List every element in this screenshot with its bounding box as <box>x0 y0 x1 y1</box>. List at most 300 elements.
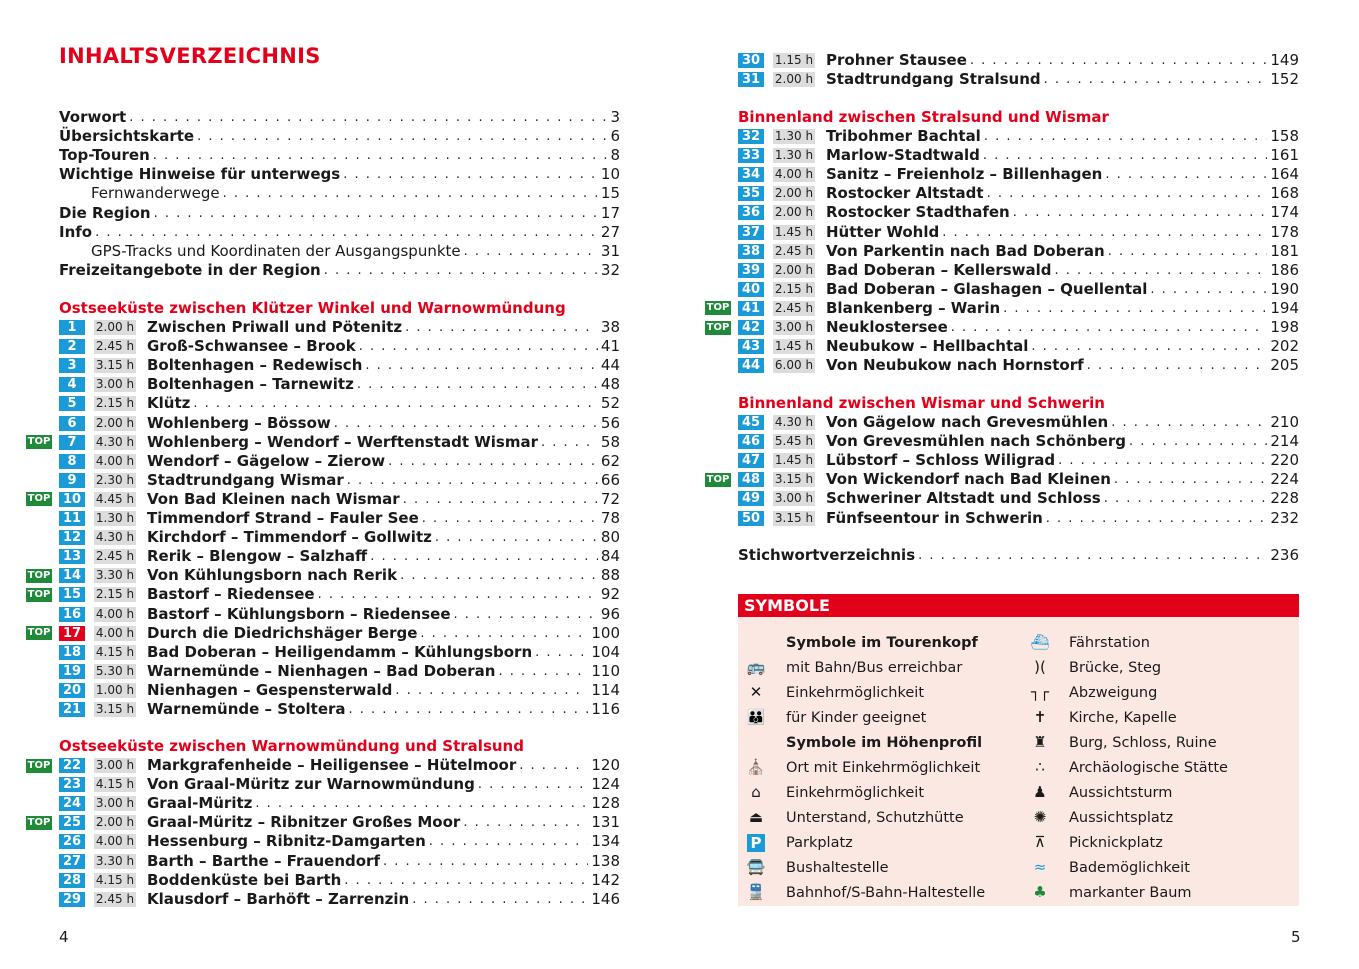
tour-duration: 5.45 h <box>774 434 814 449</box>
shelter-icon: ⏏ <box>748 808 764 826</box>
tour-number: 2 <box>59 339 85 354</box>
tour-entry[interactable] <box>738 489 1299 508</box>
leader-dots <box>983 146 1268 165</box>
tour-duration: 3.30 h <box>95 568 135 583</box>
tour-duration: 1.45 h <box>774 224 814 239</box>
tour-page: 138 <box>591 851 620 870</box>
tree-icon: ♣ <box>1033 883 1047 901</box>
leader-dots <box>344 871 588 890</box>
leader-dots <box>193 394 598 413</box>
symbol-label: Kirche, Kapelle <box>1069 710 1177 726</box>
leader-dots <box>1108 242 1268 261</box>
symbol-label: für Kinder geeignet <box>786 710 927 726</box>
train-station-icon: 🚆 <box>746 883 766 901</box>
tour-entry[interactable] <box>59 643 620 662</box>
tour-duration: 3.00 h <box>95 796 135 811</box>
tour-number: 24 <box>59 796 85 811</box>
tour-page: 149 <box>1270 51 1299 69</box>
bus-train-icon: 🚌 <box>746 658 766 676</box>
bus-stop-icon: 🚍 <box>746 858 766 876</box>
tour-entry[interactable] <box>738 223 1299 242</box>
symbol-label: Fährstation <box>1069 635 1150 651</box>
tour-page: 190 <box>1270 279 1299 298</box>
entry-page: 32 <box>600 260 620 279</box>
tour-number: 32 <box>738 129 764 144</box>
tour-number: 37 <box>738 225 764 240</box>
leader-dots <box>918 546 1267 565</box>
tour-entry[interactable] <box>59 337 620 356</box>
section-heading: Binnenland zwischen Stralsund und Wismar <box>738 108 1109 126</box>
tour-entry[interactable] <box>59 566 620 585</box>
tour-number: 12 <box>59 530 85 545</box>
tour-number: 17 <box>59 626 85 641</box>
tour-entry[interactable] <box>59 681 620 700</box>
tour-duration: 3.15 h <box>95 358 135 373</box>
tour-number: 7 <box>59 435 85 450</box>
tour-number: 40 <box>738 282 764 297</box>
leader-dots <box>1114 470 1267 489</box>
tour-entry[interactable] <box>59 832 620 851</box>
tour-name: Stadtrundgang Wismar <box>147 470 344 489</box>
tour-name: Zwischen Priwall und Pötenitz <box>147 318 403 336</box>
leader-dots <box>1055 261 1268 280</box>
top-badge: TOP <box>706 302 730 314</box>
leader-dots <box>412 890 588 909</box>
tour-name: Hessenburg – Ribnitz-Damgarten <box>147 832 426 851</box>
tour-name: Von Graal-Müritz zur Warnowmündung <box>147 775 475 794</box>
entry-label: Fernwanderwege <box>91 184 220 203</box>
symbol-label: Ort mit Einkehrmöglichkeit <box>786 760 981 776</box>
tour-duration: 4.00 h <box>95 453 135 468</box>
tour-number: 23 <box>59 777 85 792</box>
tour-entry[interactable] <box>738 51 1299 70</box>
tour-number: 48 <box>738 472 764 487</box>
tour-entry[interactable] <box>59 318 620 337</box>
contents-entry[interactable] <box>59 204 620 223</box>
tour-entry[interactable] <box>59 605 620 624</box>
tour-page: 78 <box>600 509 620 527</box>
index-label: Stichwortverzeichnis <box>738 546 916 564</box>
tour-entry[interactable] <box>59 547 620 566</box>
leader-dots <box>454 605 598 624</box>
index-page: 236 <box>1270 546 1299 564</box>
tour-entry[interactable] <box>738 470 1299 489</box>
entry-label: Freizeitangebote in der Region <box>59 260 321 279</box>
entry-label: Übersichtskarte <box>59 127 195 146</box>
tour-entry[interactable] <box>59 813 620 832</box>
leader-dots <box>1105 165 1267 184</box>
tour-name: Bastorf – Riedensee <box>147 585 315 604</box>
tour-entry[interactable] <box>59 433 620 452</box>
family-icon: 👪 <box>746 708 766 726</box>
tour-entry[interactable] <box>59 852 620 871</box>
tour-duration: 2.15 h <box>95 587 135 602</box>
tour-duration: 4.30 h <box>95 434 135 449</box>
top-badge: TOP <box>706 321 730 333</box>
tour-name: Bastorf – Kühlungsborn – Riedensee <box>147 604 451 623</box>
leader-dots <box>359 337 598 356</box>
tour-duration: 4.00 h <box>774 167 814 182</box>
tour-entry[interactable] <box>59 624 620 643</box>
tour-number: 13 <box>59 549 85 564</box>
tour-entry[interactable] <box>738 356 1299 375</box>
entry-label: GPS-Tracks und Koordinaten der Ausgangspunkte <box>91 241 461 260</box>
tour-page: 181 <box>1270 241 1299 260</box>
tour-entry[interactable] <box>59 490 620 509</box>
tour-page: 62 <box>600 451 620 470</box>
tour-duration: 4.00 h <box>95 625 135 640</box>
tour-duration: 4.30 h <box>95 530 135 545</box>
leader-dots <box>324 261 598 280</box>
tour-number: 28 <box>59 873 85 888</box>
tour-page: 56 <box>600 413 620 432</box>
tour-number: 33 <box>738 148 764 163</box>
tour-duration: 3.15 h <box>95 702 135 716</box>
tour-number: 42 <box>738 320 764 335</box>
leader-dots <box>1111 413 1267 432</box>
tour-duration: 3.30 h <box>95 853 135 868</box>
tour-duration: 2.00 h <box>774 205 814 220</box>
tour-duration: 2.30 h <box>95 472 135 487</box>
symbol-group-heading: Symbole im Höhenprofil <box>786 735 983 751</box>
tour-duration: 2.00 h <box>774 72 814 87</box>
leader-dots <box>984 127 1268 146</box>
tour-entry[interactable] <box>738 432 1299 451</box>
tour-page: 52 <box>600 394 620 413</box>
page-number-right: 5 <box>1291 928 1301 946</box>
tour-name: Lübstorf – Schloss Wiligrad <box>826 451 1056 470</box>
symbols-heading: SYMBOLE <box>738 594 1299 617</box>
tour-page: 72 <box>600 489 620 508</box>
top-badge: TOP <box>27 816 51 828</box>
tour-page: 131 <box>591 813 620 832</box>
tour-duration: 2.15 h <box>95 396 135 411</box>
leader-dots <box>435 528 598 547</box>
tour-duration: 1.45 h <box>774 339 814 354</box>
tour-entry[interactable] <box>59 414 620 433</box>
symbol-group-heading: Symbole im Tourenkopf <box>786 635 978 651</box>
tour-entry[interactable] <box>738 127 1299 146</box>
tour-entry[interactable] <box>59 700 620 719</box>
entry-page: 3 <box>610 108 620 126</box>
tour-duration: 1.45 h <box>774 453 814 468</box>
tour-entry[interactable] <box>738 146 1299 165</box>
tour-page: 202 <box>1270 337 1299 356</box>
tour-name: Hütter Wohld <box>826 222 940 241</box>
tour-duration: 2.00 h <box>95 320 135 334</box>
entry-label: Die Region <box>59 203 151 222</box>
tour-name: Warnemünde – Nienhagen – Bad Doberan <box>147 661 496 680</box>
tour-number: 47 <box>738 453 764 468</box>
tour-entry[interactable] <box>59 794 620 813</box>
tour-entry[interactable] <box>738 184 1299 203</box>
tour-name: Nienhagen – Gespensterwald <box>147 680 393 699</box>
tour-entry[interactable] <box>738 70 1299 89</box>
contents-entry[interactable] <box>59 127 620 146</box>
tour-name: Sanitz – Freienholz – Billenhagen <box>826 165 1103 184</box>
leader-dots <box>1044 70 1268 89</box>
tour-name: Bad Doberan – Glashagen – Quellental <box>826 279 1148 298</box>
tour-name: Von Gägelow nach Grevesmühlen <box>826 413 1109 431</box>
restaurant-icon: ⌂ <box>751 783 761 801</box>
tour-number: 43 <box>738 339 764 354</box>
entry-label: Vorwort <box>59 108 127 126</box>
tour-number: 3 <box>59 358 85 373</box>
contents-entry[interactable] <box>91 184 620 203</box>
tour-entry[interactable] <box>738 413 1299 432</box>
tour-entry[interactable] <box>59 871 620 890</box>
tour-duration: 4.00 h <box>95 606 135 621</box>
tour-name: Durch die Diedrichshäger Berge <box>147 623 418 642</box>
castle-icon: ♜ <box>1033 733 1047 751</box>
tour-number: 15 <box>59 587 85 602</box>
contents-entry[interactable] <box>59 223 620 242</box>
tour-page: 198 <box>1270 318 1299 336</box>
tour-page: 164 <box>1270 165 1299 184</box>
leader-dots <box>223 184 598 203</box>
tour-entry[interactable] <box>59 509 620 528</box>
tour-number: 50 <box>738 511 764 526</box>
leader-dots <box>1058 451 1267 470</box>
leader-dots <box>95 223 598 242</box>
symbol-label: Aussichtsturm <box>1069 785 1173 801</box>
tour-duration: 2.45 h <box>774 300 814 315</box>
tour-name: Rostocker Stadthafen <box>826 203 1010 222</box>
tour-number: 20 <box>59 683 85 698</box>
tour-entry[interactable] <box>59 356 620 375</box>
contents-entry[interactable] <box>59 108 620 127</box>
contents-entry[interactable] <box>59 146 620 165</box>
tour-entry[interactable] <box>59 452 620 471</box>
entry-page: 31 <box>600 241 620 260</box>
tour-page: 134 <box>591 832 620 851</box>
lookout-tower-icon: ♟ <box>1033 783 1047 801</box>
tour-page: 220 <box>1270 451 1299 470</box>
tour-page: 58 <box>600 432 620 451</box>
tour-number: 25 <box>59 815 85 830</box>
tour-name: Blankenberg – Warin <box>826 298 1001 317</box>
tour-number: 46 <box>738 434 764 449</box>
tour-name: Neubukow – Hellbachtal <box>826 337 1029 356</box>
tour-entry[interactable] <box>738 203 1299 222</box>
tour-page: 214 <box>1270 432 1299 451</box>
leader-dots <box>255 794 588 813</box>
symbol-label: Abzweigung <box>1069 685 1158 701</box>
tour-name: Barth – Barthe – Frauendorf <box>147 851 380 870</box>
tour-name: Fünfseentour in Schwerin <box>826 508 1043 527</box>
section-heading: Ostseeküste zwischen Warnowmündung und Stralsund <box>59 737 524 755</box>
tour-number: 38 <box>738 244 764 259</box>
tour-name: Von Parkentin nach Bad Doberan <box>826 241 1105 260</box>
tour-number: 27 <box>59 854 85 869</box>
tour-number: 11 <box>59 511 85 526</box>
tour-entry[interactable] <box>738 165 1299 184</box>
tour-entry[interactable] <box>738 280 1299 299</box>
tour-duration: 1.30 h <box>774 148 814 163</box>
tour-page: 120 <box>591 756 620 774</box>
tour-duration: 4.15 h <box>95 777 135 792</box>
tour-name: Wohlenberg – Wendorf – Werftenstadt Wismar <box>147 432 538 451</box>
symbol-label: Einkehrmöglichkeit <box>786 785 925 801</box>
top-badge: TOP <box>27 436 51 448</box>
tour-entry[interactable] <box>738 509 1299 528</box>
tour-number: 49 <box>738 491 764 506</box>
tour-entry[interactable] <box>738 318 1299 337</box>
tour-entry[interactable] <box>59 890 620 909</box>
tour-entry[interactable] <box>738 242 1299 261</box>
tour-page: 205 <box>1270 356 1299 375</box>
top-badge: TOP <box>27 627 51 639</box>
tour-duration: 2.00 h <box>774 262 814 277</box>
restaurant-icon: ✕ <box>749 683 763 701</box>
leader-dots <box>535 643 588 662</box>
tour-name: Boddenküste bei Barth <box>147 870 342 889</box>
tour-number: 31 <box>738 72 764 87</box>
tour-name: Von Kühlungsborn nach Rerik <box>147 566 398 585</box>
tour-name: Stadtrundgang Stralsund <box>826 70 1041 89</box>
tour-number: 16 <box>59 607 85 622</box>
tour-entry[interactable] <box>59 756 620 775</box>
tour-entry[interactable] <box>59 775 620 794</box>
tour-page: 224 <box>1270 470 1299 489</box>
tour-number: 35 <box>738 186 764 201</box>
tour-entry[interactable] <box>59 585 620 604</box>
leader-dots <box>970 51 1267 70</box>
tour-page: 92 <box>600 585 620 604</box>
tour-duration: 6.00 h <box>774 358 814 373</box>
tour-page: 88 <box>600 566 620 585</box>
picnic-icon: ⊼ <box>1034 833 1046 851</box>
tour-name: Prohner Stausee <box>826 51 967 69</box>
symbol-label: Aussichtsplatz <box>1069 810 1174 826</box>
entry-page: 6 <box>610 127 620 146</box>
tour-page: 152 <box>1270 70 1299 89</box>
tour-duration: 2.00 h <box>774 186 814 201</box>
leader-dots <box>429 832 589 851</box>
contents-entry[interactable] <box>59 261 620 280</box>
leader-dots <box>1104 489 1268 508</box>
leader-dots <box>1046 509 1268 528</box>
tour-entry[interactable] <box>738 299 1299 318</box>
symbol-label: Archäologische Stätte <box>1069 760 1228 776</box>
tour-name: Bad Doberan – Kellerswald <box>826 260 1052 279</box>
leader-dots <box>987 184 1268 203</box>
tour-page: 146 <box>591 889 620 908</box>
leader-dots <box>197 127 607 146</box>
tour-entry[interactable] <box>738 261 1299 280</box>
tour-page: 158 <box>1270 127 1299 145</box>
tour-duration: 4.00 h <box>95 834 135 849</box>
tour-duration: 3.00 h <box>95 758 135 772</box>
tour-number: 29 <box>59 892 85 907</box>
bridge-icon: )( <box>1034 658 1046 676</box>
symbol-label: Bademöglichkeit <box>1069 860 1190 876</box>
tour-name: Graal-Müritz <box>147 794 253 813</box>
tour-number: 39 <box>738 263 764 278</box>
tour-page: 210 <box>1270 413 1299 431</box>
tour-page: 38 <box>600 318 620 336</box>
tour-entry[interactable] <box>59 662 620 681</box>
tour-page: 142 <box>591 870 620 889</box>
tour-number: 34 <box>738 167 764 182</box>
leader-dots <box>347 471 598 490</box>
tour-number: 21 <box>59 702 85 717</box>
tour-duration: 1.00 h <box>95 682 135 697</box>
leader-dots <box>405 318 598 337</box>
tour-entry[interactable] <box>59 375 620 394</box>
tour-duration: 4.15 h <box>95 872 135 887</box>
leader-dots <box>318 585 598 604</box>
tour-number: 1 <box>59 320 85 335</box>
tour-entry[interactable] <box>59 394 620 413</box>
entry-page: 10 <box>600 165 620 184</box>
tour-number: 44 <box>738 358 764 373</box>
tour-page: 161 <box>1270 146 1299 165</box>
tour-duration: 2.45 h <box>95 339 135 354</box>
tour-number: 19 <box>59 664 85 679</box>
tour-name: Schweriner Altstadt und Schloss <box>826 489 1101 508</box>
tour-entry[interactable] <box>59 471 620 490</box>
leader-dots <box>357 375 598 394</box>
tour-duration: 2.00 h <box>95 815 135 830</box>
tour-duration: 1.30 h <box>95 511 135 525</box>
entry-page: 27 <box>600 222 620 241</box>
leader-dots <box>370 547 598 566</box>
tour-duration: 4.15 h <box>95 644 135 659</box>
tour-duration: 2.15 h <box>774 281 814 296</box>
index-entry[interactable] <box>738 546 1299 565</box>
tour-number: 9 <box>59 473 85 488</box>
top-badge: TOP <box>27 569 51 581</box>
tour-number: 36 <box>738 205 764 220</box>
tour-number: 22 <box>59 758 85 773</box>
tour-number: 26 <box>59 834 85 849</box>
tour-entry[interactable] <box>738 451 1299 470</box>
tour-name: Warnemünde – Stoltera <box>147 700 346 718</box>
leader-dots <box>400 566 598 585</box>
tour-duration: 3.00 h <box>774 491 814 506</box>
tour-number: 6 <box>59 416 85 431</box>
tour-name: Tribohmer Bachtal <box>826 127 981 145</box>
tour-page: 84 <box>600 547 620 566</box>
tour-number: 30 <box>738 53 764 68</box>
swimming-icon: ≈ <box>1033 858 1047 876</box>
tour-duration: 1.15 h <box>774 53 814 67</box>
parking-icon: P <box>747 834 765 852</box>
leader-dots <box>463 813 588 832</box>
tour-entry[interactable] <box>59 528 620 547</box>
tour-page: 186 <box>1270 260 1299 279</box>
tour-name: Markgrafenheide – Heiligensee – Hütelmoor <box>147 756 517 774</box>
contents-entry[interactable] <box>91 242 620 261</box>
leader-dots <box>541 433 598 452</box>
tour-entry[interactable] <box>738 337 1299 356</box>
tour-name: Wohlenberg – Bössow <box>147 413 331 432</box>
tour-name: Bad Doberan – Heiligendamm – Kühlungsborn <box>147 642 533 661</box>
tour-name: Neuklostersee <box>826 318 948 336</box>
leader-dots <box>1087 356 1268 375</box>
tour-page: 48 <box>600 375 620 394</box>
tour-name: Von Bad Kleinen nach Wismar <box>147 489 400 508</box>
tour-number: 4 <box>59 377 85 392</box>
tour-duration: 2.45 h <box>774 243 814 258</box>
leader-dots <box>1013 203 1268 222</box>
contents-entry[interactable] <box>59 165 620 184</box>
archaeology-icon: ∴ <box>1035 758 1045 776</box>
tour-page: 124 <box>591 775 620 794</box>
tour-page: 96 <box>600 604 620 623</box>
entry-label: Wichtige Hinweise für unterwegs <box>59 165 341 184</box>
